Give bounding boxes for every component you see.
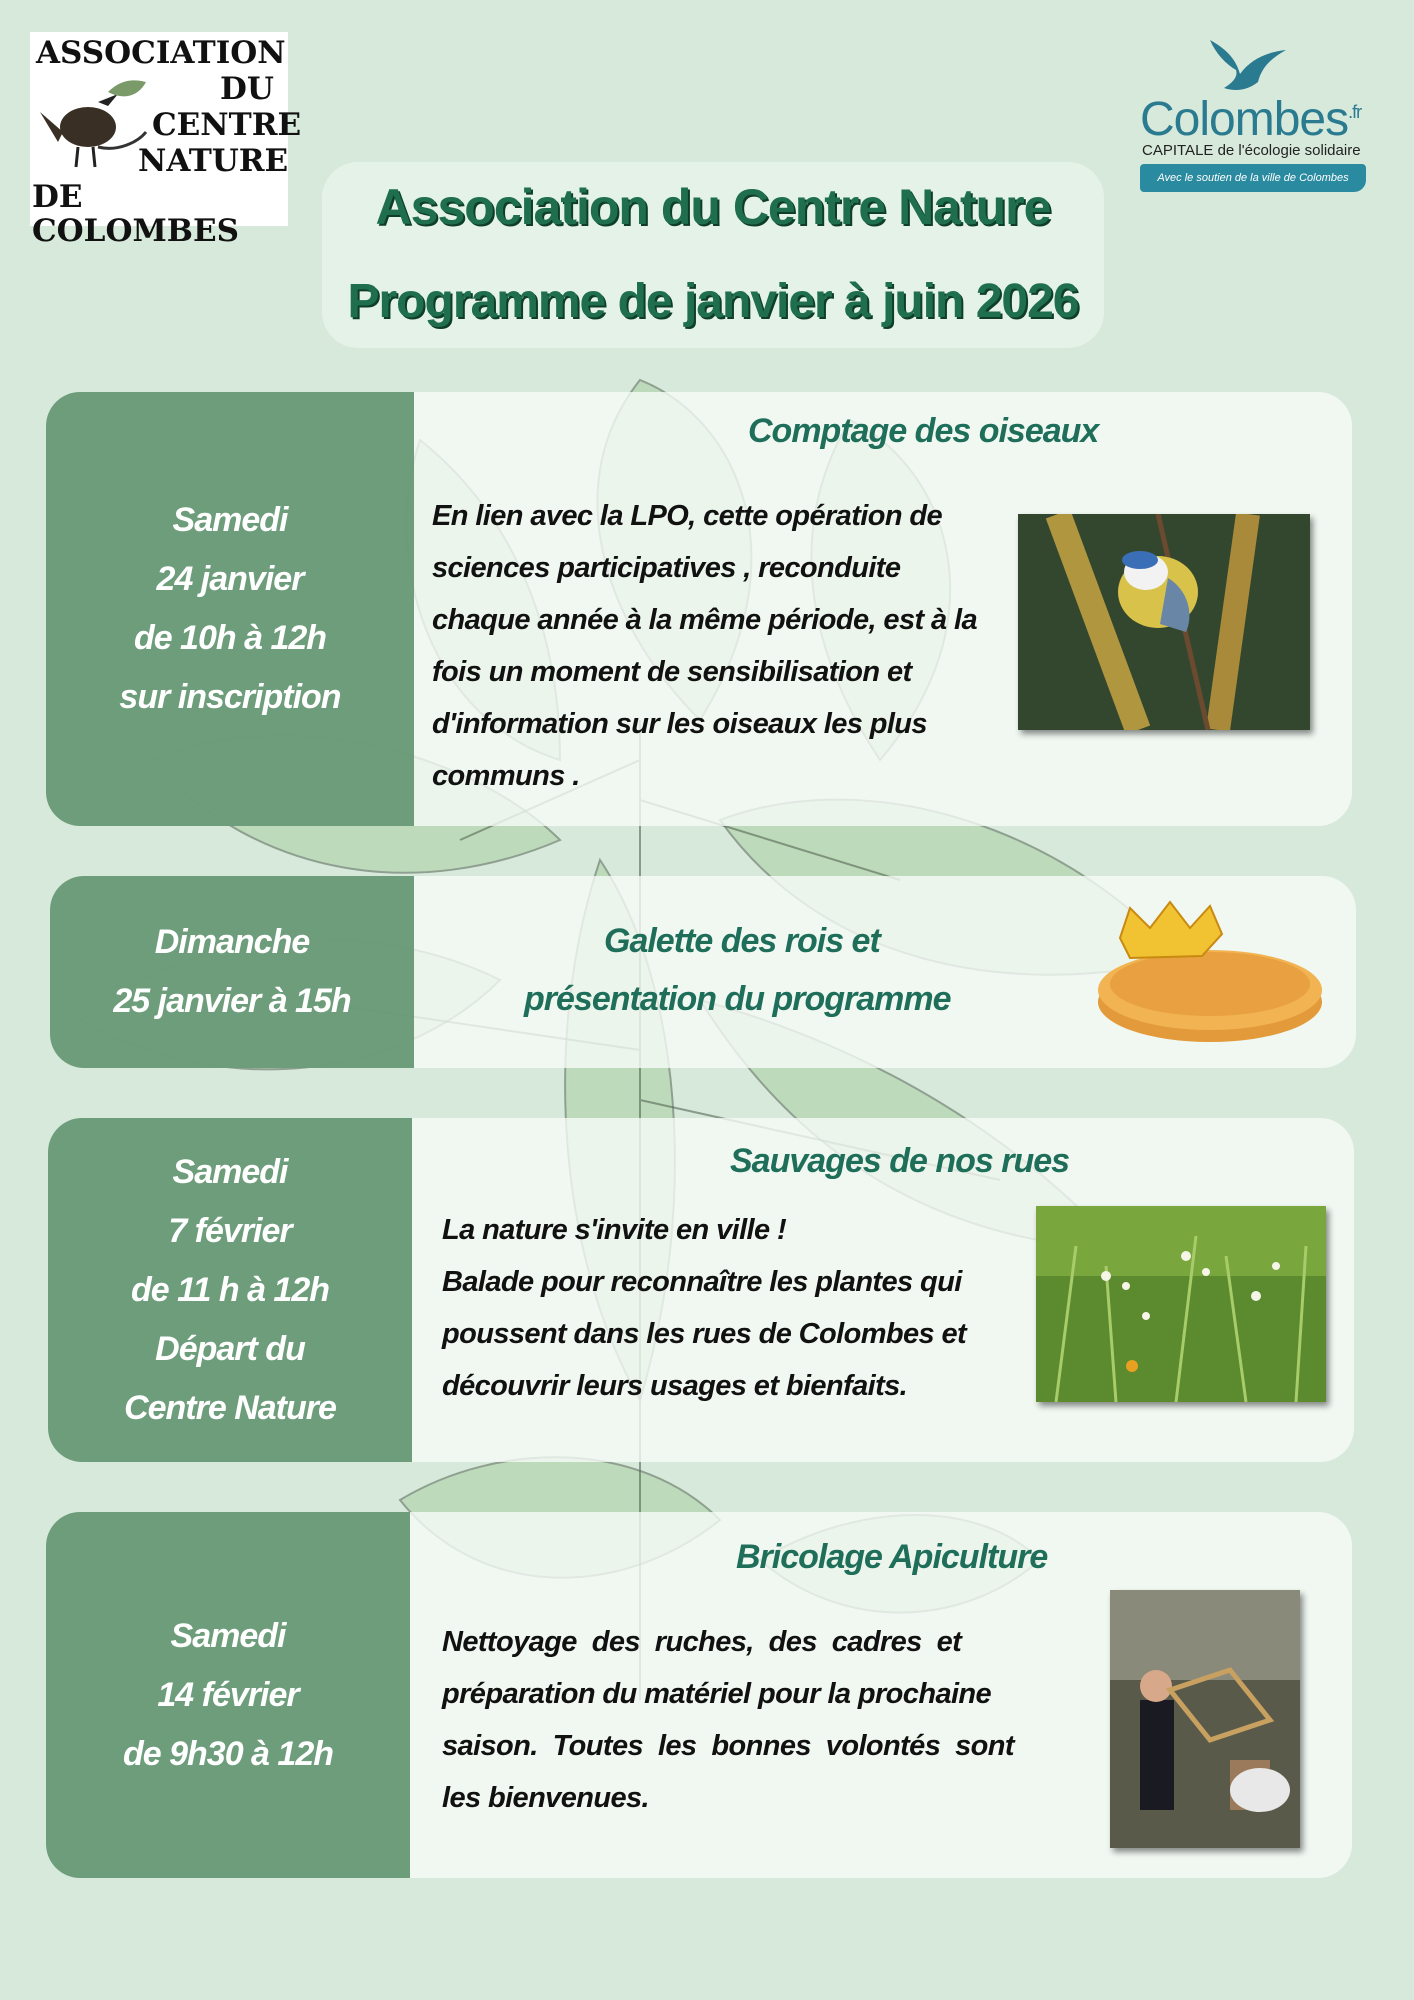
logo-line: CENTRE [152, 107, 302, 143]
event-description [442, 1204, 1042, 1412]
association-logo [30, 32, 302, 249]
event-date-panel [46, 1512, 410, 1878]
city-name [1140, 92, 1361, 147]
city-suffix: .fr [1348, 102, 1362, 122]
logo-line: ASSOCIATION [36, 35, 286, 71]
date-line: 7 février [168, 1211, 292, 1250]
blue-tit-photo [1018, 514, 1310, 730]
date-line: de 10h à 12h [133, 619, 327, 657]
date-line: 14 février [157, 1675, 299, 1714]
event-date-panel [46, 392, 414, 826]
city-tagline: CAPITALE de l'écologie solidaire [1142, 142, 1361, 159]
event-card-beekeeping [46, 1512, 1352, 1878]
event-date-panel [48, 1118, 412, 1462]
dove-icon [1200, 30, 1290, 94]
colombes-city-logo [1130, 30, 1370, 200]
date-line: 24 janvier [156, 560, 304, 598]
text-line: poussent dans les rues de Colombes et [442, 1318, 967, 1350]
date-line: Départ du [155, 1329, 305, 1368]
text-line: saison. Toutes les bonnes volontés sont [442, 1730, 1014, 1762]
date-line: Samedi [172, 501, 288, 539]
text-line: Balade pour reconnaître les plantes qui [442, 1266, 962, 1298]
text-line: fois un moment de sensibilisation et [432, 656, 912, 688]
date-line: de 9h30 à 12h [122, 1734, 333, 1773]
text-line: découvrir leurs usages et bienfaits. [442, 1370, 908, 1402]
event-title-line: présentation du programme [524, 980, 951, 1018]
event-title: Comptage des oiseaux [748, 412, 1099, 450]
date-line: Samedi [170, 1616, 286, 1655]
event-title: Bricolage Apiculture [736, 1538, 1048, 1576]
page-title [322, 162, 1104, 348]
event-title: Sauvages de nos rues [730, 1142, 1070, 1180]
text-line: communs . [432, 760, 580, 792]
date-line: de 11 h à 12h [130, 1270, 330, 1309]
text-line: Nettoyage des ruches, des cadres et [442, 1626, 962, 1658]
event-description [432, 490, 1012, 802]
galette-icon [1090, 898, 1326, 1048]
text-line: les bienvenues. [442, 1782, 649, 1814]
date-line: Dimanche [154, 923, 310, 961]
logo-line: NATURE [138, 143, 289, 179]
logo-line: DE COLOMBES [32, 179, 240, 249]
text-line: La nature s'invite en ville ! [442, 1214, 787, 1246]
beekeeping-photo [1110, 1590, 1300, 1848]
text-line: d'information sur les oiseaux les plus [432, 708, 927, 740]
date-line: sur inscription [119, 678, 341, 716]
date-line: 25 janvier à 15h [113, 982, 351, 1020]
text-line: sciences participatives , reconduite [432, 552, 901, 584]
event-title-line: Galette des rois et [604, 922, 880, 960]
city-support-badge: Avec le soutien de la ville de Colombes [1140, 164, 1366, 192]
date-line: Samedi [172, 1152, 288, 1191]
event-card-bird-count [46, 392, 1352, 826]
event-card-galette [50, 876, 1356, 1068]
city-name-text: Colombes [1140, 93, 1349, 146]
text-line: En lien avec la LPO, cette opération de [432, 500, 943, 532]
title-line-1: Association du Centre Nature [375, 179, 1051, 235]
date-line: Centre Nature [124, 1388, 336, 1427]
text-line: chaque année à la même période, est à la [432, 604, 977, 636]
wild-plants-photo [1036, 1206, 1326, 1402]
event-description [442, 1616, 1042, 1824]
text-line: préparation du matériel pour la prochaine [442, 1678, 992, 1710]
title-line-2: Programme de janvier à juin 2026 [347, 275, 1079, 328]
bird-icon [38, 72, 148, 182]
event-card-wild-plants [48, 1118, 1354, 1462]
logo-line: DU [220, 71, 274, 107]
event-date-panel [50, 876, 414, 1068]
